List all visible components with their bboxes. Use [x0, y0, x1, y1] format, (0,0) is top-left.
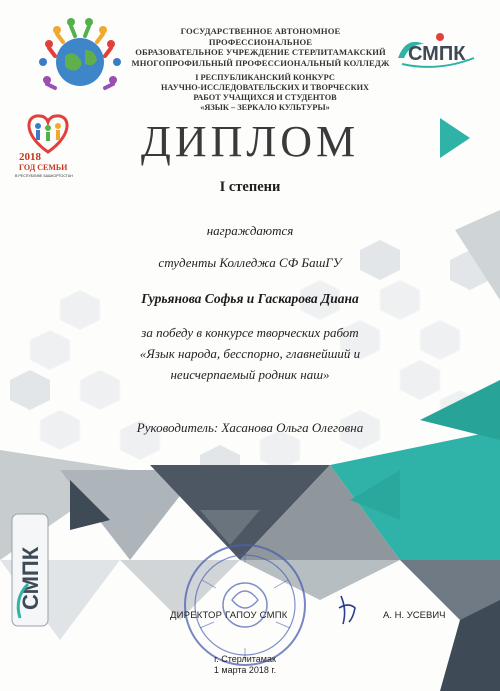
signature — [333, 590, 363, 630]
globe-children-logo — [35, 14, 125, 104]
vertical-college-logo — [8, 510, 52, 630]
recipients-names: Гурьянова Софья и Гаскарова Диана — [141, 291, 359, 306]
diploma-title: ДИПЛОМ — [140, 117, 360, 166]
supervisor: Руководитель: Хасанова Ольга Олеговна — [136, 420, 364, 435]
director-label: ДИРЕКТОР ГАПОУ СМПК — [170, 610, 288, 621]
official-stamp — [180, 540, 310, 670]
college-logo — [392, 30, 482, 70]
awarded-label: награждаются — [206, 223, 294, 238]
family-title: ГОД СЕМЬИ — [19, 163, 68, 172]
vertical-logo-text: СМПК — [18, 546, 43, 610]
year-of-family-logo — [12, 108, 84, 180]
issue-date: 1 марта 2018 г. — [213, 665, 277, 675]
diploma-degree: I степени — [219, 179, 281, 195]
family-year: 2018 — [19, 151, 41, 163]
issue-city: г. Стерлитамак — [214, 654, 276, 664]
contest-name: I РЕСПУБЛИКАНСКИЙ КОНКУРС НАУЧНО-ИССЛЕДОВАТЕЛЬСКИХ И ТВОРЧЕСКИХ РАБОТ УЧАЩИХСЯ И СТУДЕНТОВ «ЯЗЫК – ЗЕРКАЛО КУЛЬТУРЫ» — [160, 73, 370, 112]
recipients-group: студенты Колледжа СФ БашГУ — [158, 255, 342, 270]
director-name: А. Н. УСЕВИЧ — [383, 610, 446, 621]
college-logo-text: СМПК — [408, 43, 466, 65]
award-reason: за победу в конкурсе творческих работ «Язык народа, бесспорно, главнейший и неисчерпаемый родник наш» — [139, 325, 361, 382]
family-subtitle: В РЕСПУБЛИКЕ БАШКОРТОСТАН — [15, 174, 73, 178]
organization-name: ГОСУДАРСТВЕННОЕ АВТОНОМНОЕ ПРОФЕССИОНАЛЬНОЕ ОБРАЗОВАТЕЛЬНОЕ УЧРЕЖДЕНИЕ СТЕРЛИТАМАКСКИЙ МНОГОПРОФИЛЬНЫЙ ПРОФЕССИОНАЛЬНЫЙ КОЛЛЕДЖ — [131, 26, 390, 68]
